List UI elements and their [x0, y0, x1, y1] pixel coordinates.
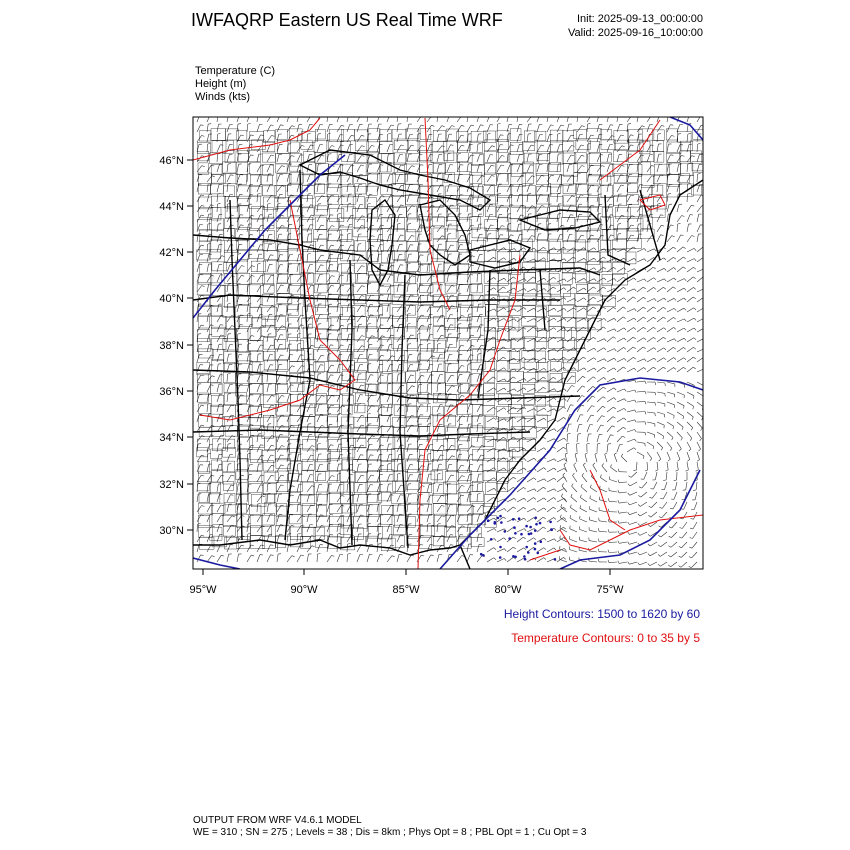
lat-label: 36°N [159, 386, 184, 398]
temperature-contour-legend: Temperature Contours: 0 to 35 by 5 [511, 631, 700, 645]
lon-label: 75°W [596, 584, 624, 596]
height-contour-legend: Height Contours: 1500 to 1620 by 60 [503, 607, 700, 621]
map-title: IWFAQRP Eastern US Real Time WRF [191, 10, 503, 30]
lat-label: 40°N [159, 293, 184, 305]
lat-label: 44°N [159, 201, 184, 213]
lat-label: 42°N [159, 247, 184, 259]
lat-label: 34°N [159, 432, 184, 444]
lat-label: 38°N [159, 340, 184, 352]
model-info: OUTPUT FROM WRF V4.6.1 MODEL [193, 815, 362, 826]
variable-height: Height (m) [195, 78, 247, 90]
lon-label: 85°W [392, 584, 420, 596]
lon-label: 95°W [189, 584, 217, 596]
valid-time: Valid: 2025-09-16_10:00:00 [568, 27, 703, 39]
variable-winds: Winds (kts) [195, 91, 250, 103]
model-settings: WE = 310 ; SN = 275 ; Levels = 38 ; Dis = 8km ; Phys Opt = 8 ; PBL Opt = 1 ; Cu Opt = 3 [193, 827, 587, 838]
lon-label: 90°W [290, 584, 318, 596]
lat-label: 32°N [159, 479, 184, 491]
init-time: Init: 2025-09-13_00:00:00 [577, 13, 703, 25]
lat-label: 30°N [159, 525, 184, 537]
variable-temperature: Temperature (C) [195, 65, 276, 77]
lon-label: 80°W [494, 584, 522, 596]
lat-label: 46°N [159, 155, 184, 167]
county-lines [197, 129, 706, 551]
